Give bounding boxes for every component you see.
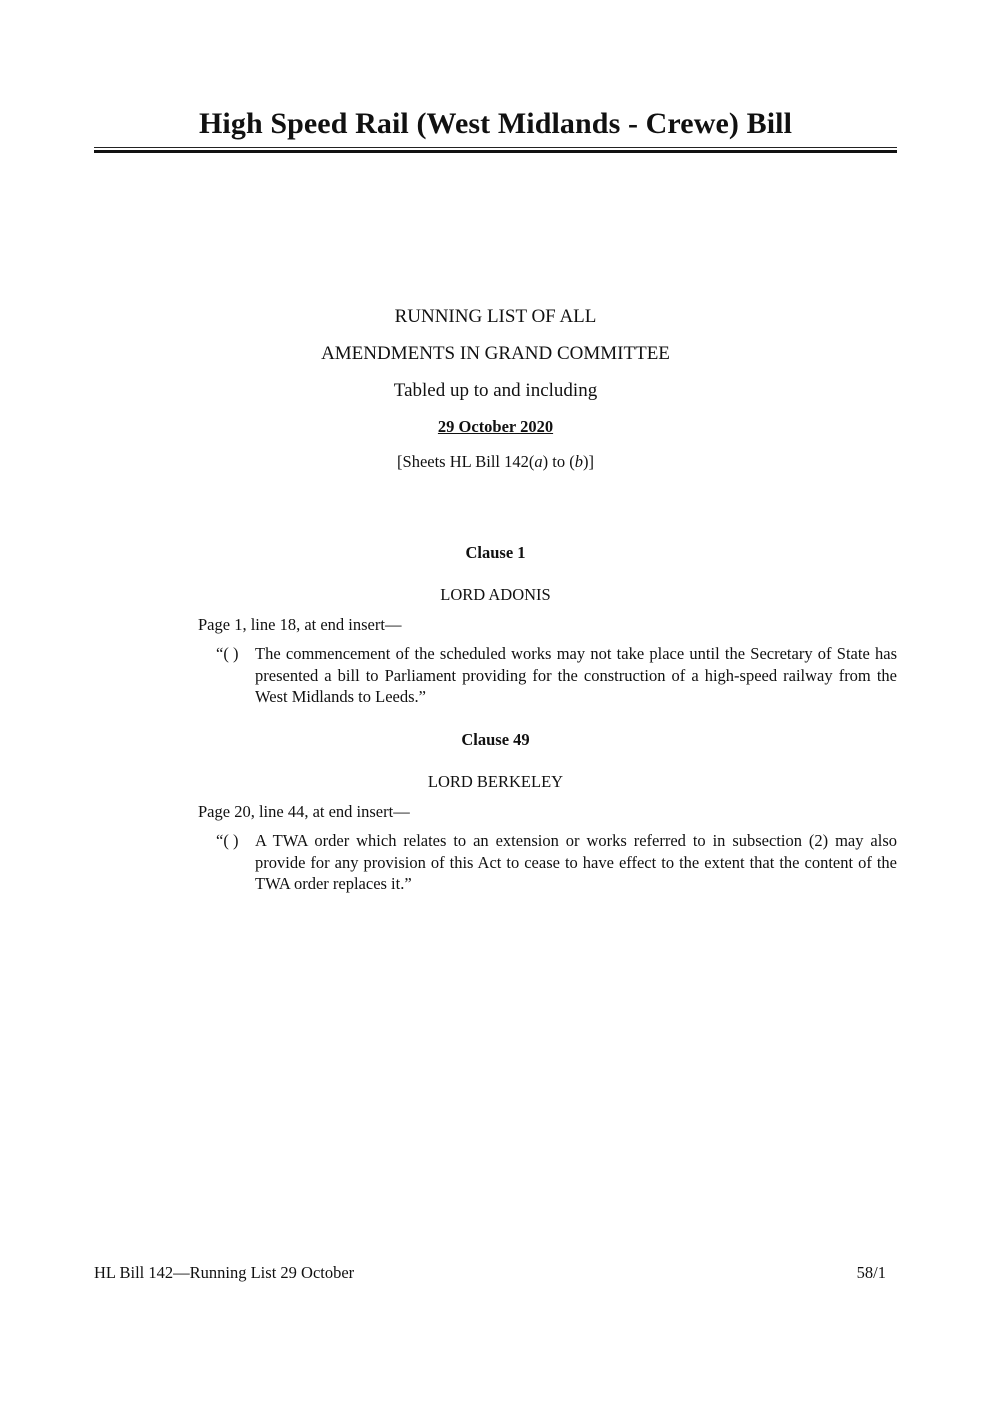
amendment-instruction-2: Page 20, line 44, at end insert—: [198, 802, 410, 821]
sheets-a: a: [534, 452, 543, 471]
title-rule-thick: [94, 150, 897, 153]
title-rule-thin: [94, 147, 897, 148]
member-name-2: LORD BERKELEY: [427, 772, 564, 791]
amendment-1: [216, 643, 897, 708]
sheets-mid: ) to (: [542, 452, 575, 471]
member-name-1: LORD ADONIS: [440, 585, 551, 604]
page-title: High Speed Rail (West Midlands - Crewe) Bill: [198, 107, 793, 140]
amendment-number-2: “( ): [216, 831, 239, 850]
header-line-running-list: RUNNING LIST OF ALL: [394, 306, 597, 327]
amendment-text-2: A TWA order which relates to an extension or works referred to in subsection (2) may also provide for any provision of this Act to cease to have effect to the extent that the content of the TWA order replaces it.”: [255, 831, 897, 893]
header-line-tabled: Tabled up to and including: [393, 380, 598, 401]
sheets-b: b: [574, 452, 583, 471]
amendment-instruction-1: Page 1, line 18, at end insert—: [198, 615, 402, 634]
amendment-text-1: The commencement of the scheduled works may not take place until the Secretary of State has presented a bill to Parliament providing for the construction of a high-speed railway from the West Midlands to Leeds.”: [255, 644, 897, 706]
footer-bill-reference: HL Bill 142—Running List 29 October: [94, 1263, 355, 1282]
header-line-amendments: AMENDMENTS IN GRAND COMMITTEE: [321, 343, 670, 364]
amendment-2: [216, 830, 897, 895]
header-date: 29 October 2020: [437, 417, 554, 436]
sheets-prefix: [Sheets HL Bill 142(: [397, 452, 535, 471]
clause-heading-2: Clause 49: [461, 730, 530, 749]
header-sheets: [94, 451, 897, 473]
sheets-suffix: )]: [582, 452, 594, 471]
clause-heading-1: Clause 1: [465, 543, 526, 562]
header-date-wrap: [94, 416, 897, 438]
amendment-number-1: “( ): [216, 644, 239, 663]
footer-page-number: 58/1: [856, 1263, 886, 1282]
